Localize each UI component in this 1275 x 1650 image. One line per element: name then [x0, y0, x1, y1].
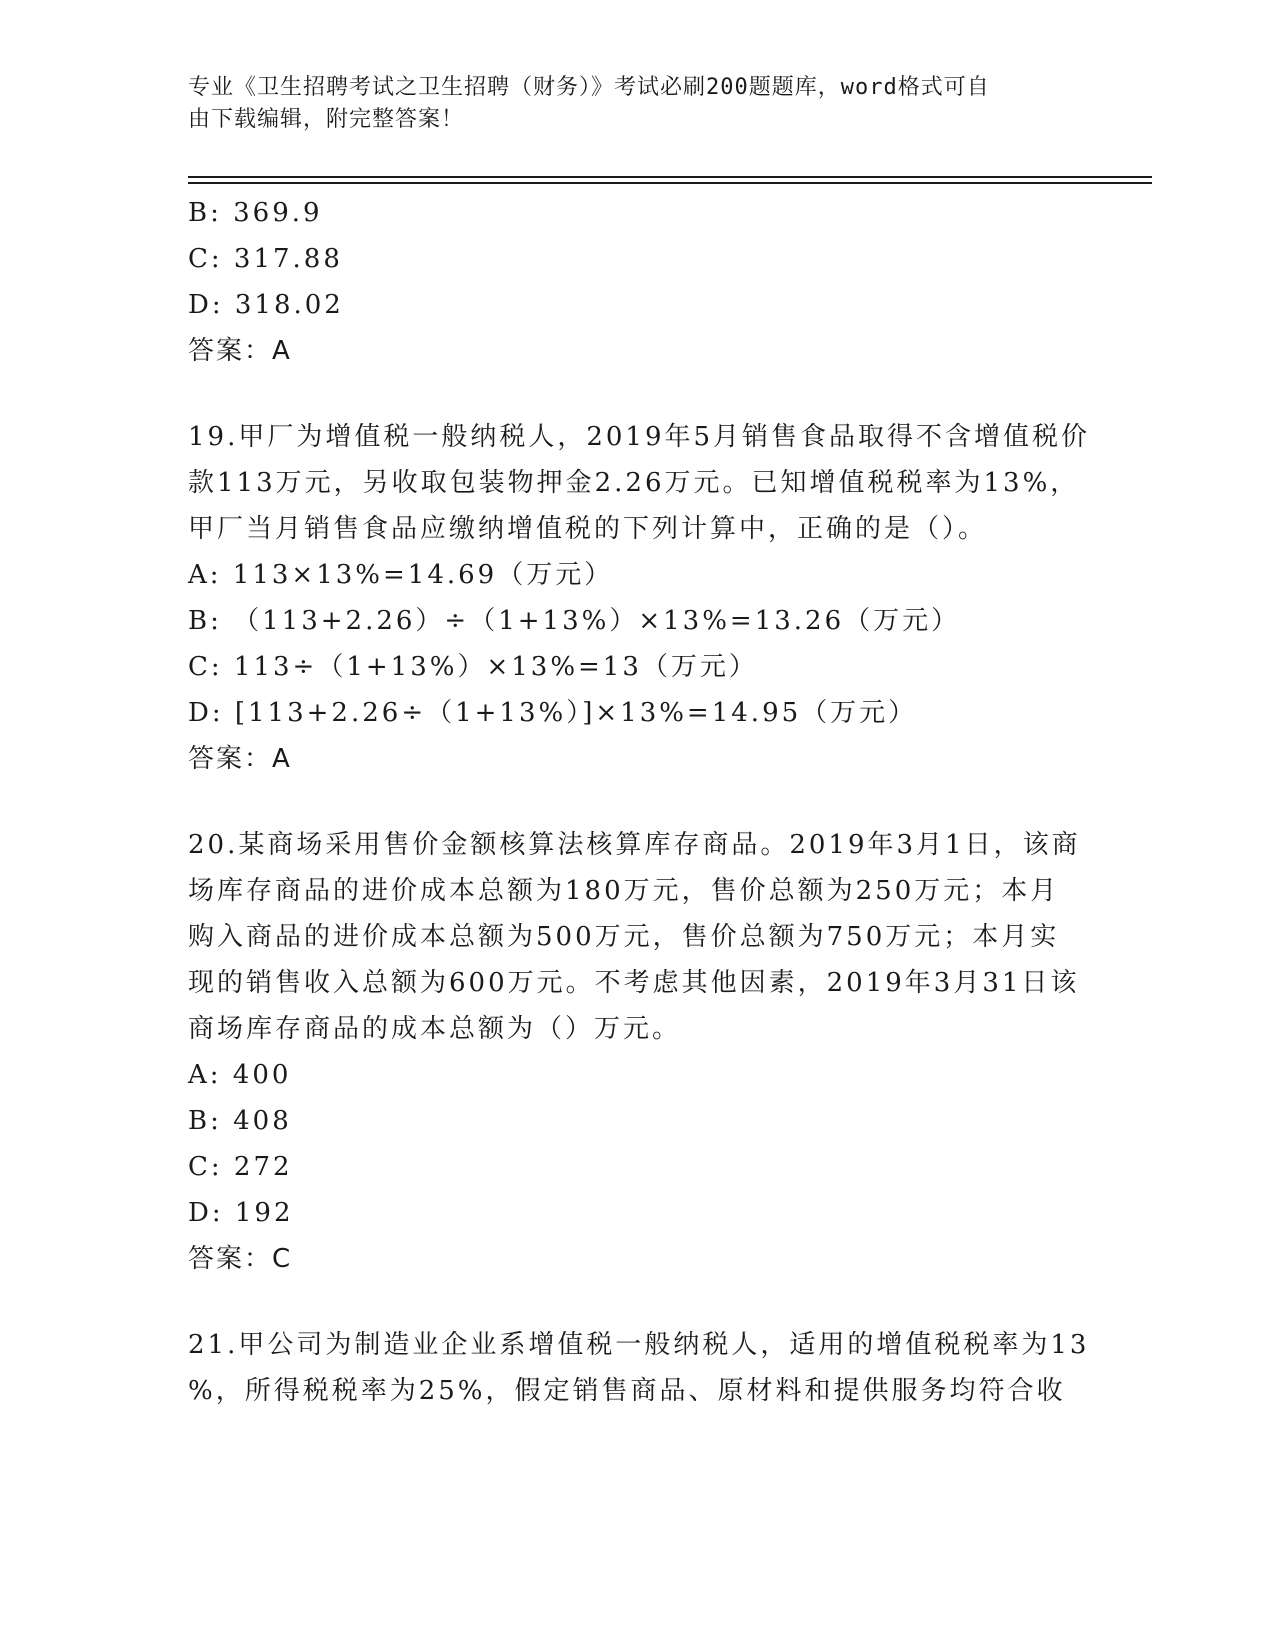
question-19 — [188, 414, 1091, 782]
question-text-line: %，所得税税率为25%，假定销售商品、原材料和提供服务均符合收 — [188, 1376, 1066, 1406]
option-d: D: 192 — [188, 1198, 294, 1228]
question-text-line: 购入商品的进价成本总额为500万元，售价总额为750万元；本月实 — [188, 922, 1060, 952]
question-18-tail — [188, 190, 1088, 374]
spacer — [188, 1282, 1088, 1322]
header-line-1: 专业《卫生招聘考试之卫生招聘（财务）》考试必刷200题题库，word格式可自 — [188, 75, 990, 100]
question-20 — [188, 822, 1088, 1282]
question-text-line: 现的销售收入总额为600万元。不考虑其他因素，2019年3月31日该 — [188, 968, 1080, 998]
option-b: B: 408 — [188, 1106, 292, 1136]
option-c: C: 317.88 — [188, 244, 343, 274]
option-d: D: 318.02 — [188, 290, 344, 320]
question-text-line: 19.甲厂为增值税一般纳税人，2019年5月销售食品取得不含增值税价 — [188, 422, 1091, 452]
question-text-line: 场库存商品的进价成本总额为180万元，售价总额为250万元；本月 — [188, 876, 1060, 906]
answer-line: 答案：C — [188, 1244, 293, 1274]
option-c: C: 113÷（1+13%）×13%=13（万元） — [188, 652, 758, 682]
document-body — [188, 190, 1091, 1414]
question-text-line: 20.某商场采用售价金额核算法核算库存商品。2019年3月1日，该商 — [188, 830, 1081, 860]
question-text-line: 商场库存商品的成本总额为（）万元。 — [188, 1014, 682, 1044]
option-b: B: 369.9 — [188, 198, 323, 228]
document-header — [188, 72, 1068, 136]
spacer — [188, 374, 1088, 414]
option-b: B: （113+2.26）÷（1+13%）×13%=13.26（万元） — [188, 606, 961, 636]
answer-line: 答案：A — [188, 744, 292, 774]
question-text-line: 21.甲公司为制造业企业系增值税一般纳税人，适用的增值税税率为13 — [188, 1330, 1090, 1360]
question-text-line: 款113万元，另收取包装物押金2.26万元。已知增值税税率为13%， — [188, 468, 1080, 498]
header-rule-bottom — [188, 182, 1152, 184]
question-text-line: 甲厂当月销售食品应缴纳增值税的下列计算中，正确的是（）。 — [188, 514, 988, 544]
option-c: C: 272 — [188, 1152, 293, 1182]
option-a: A: 400 — [188, 1060, 292, 1090]
header-rule-top — [188, 176, 1152, 178]
question-21 — [188, 1322, 1088, 1414]
header-line-2: 由下载编辑，附完整答案！ — [188, 107, 465, 132]
spacer — [188, 782, 1088, 822]
option-d: D: [113+2.26÷（1+13%）]×13%=14.95（万元） — [188, 698, 918, 728]
option-a: A: 113×13%=14.69（万元） — [188, 560, 614, 590]
answer-line: 答案：A — [188, 336, 292, 366]
